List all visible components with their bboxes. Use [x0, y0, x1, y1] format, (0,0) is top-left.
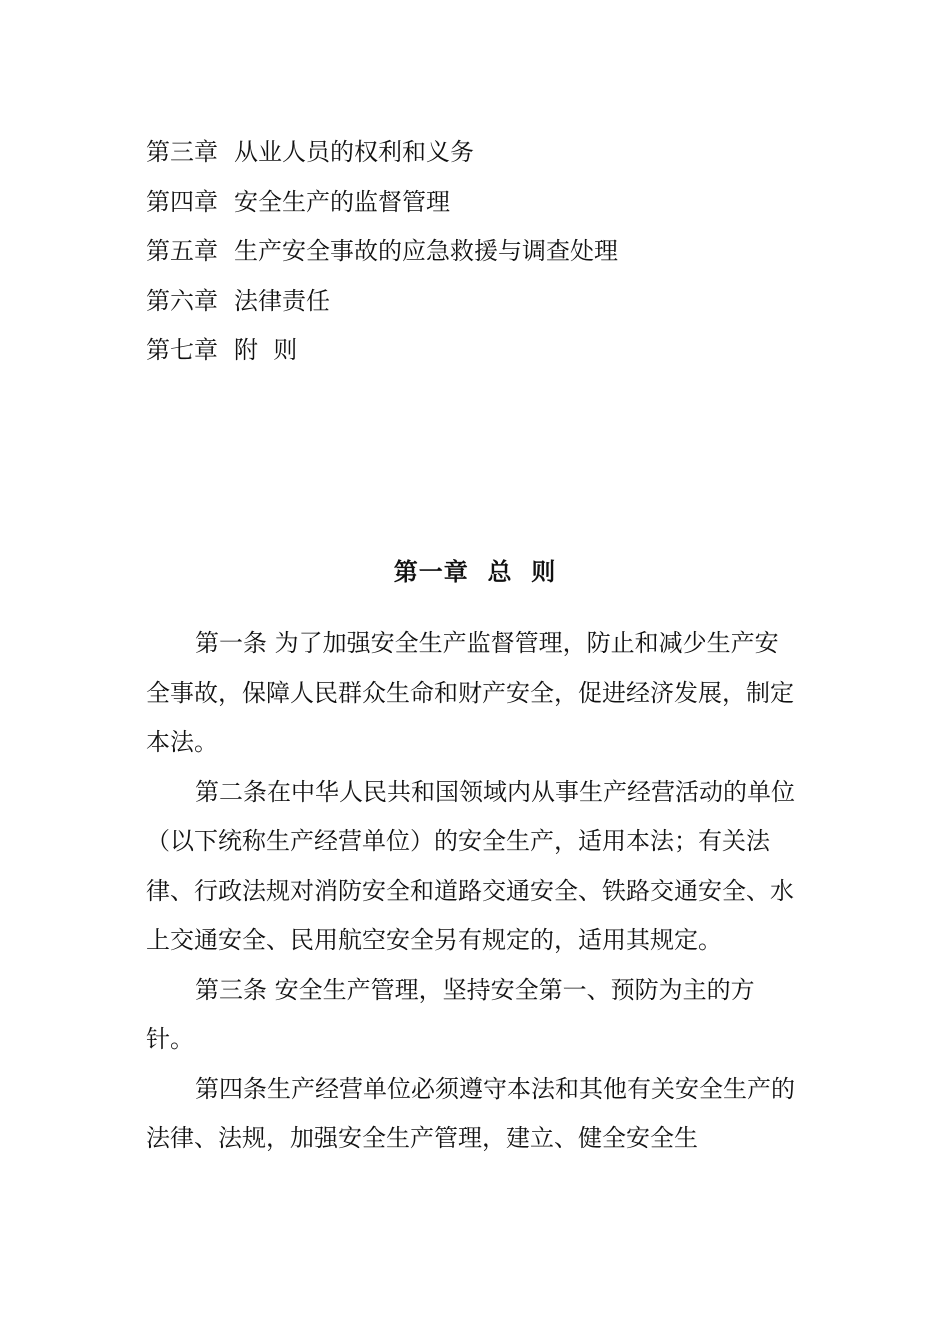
article-2: 第二条在中华人民共和国领域内从事生产经营活动的单位（以下统称生产经营单位）的安全生产，适用本法；有关法律、行政法规对消防安全和道路交通安全、铁路交通安全、水上交通安全、民用航空安全另有规定的，适用其规定。: [146, 777, 795, 954]
article-3: 第三条 安全生产管理，坚持安全第一、预防为主的方针。: [146, 975, 755, 1053]
article-1: 第一条 为了加强安全生产监督管理，防止和减少生产安全事故，保障人民群众生命和财产安全，促进经济发展，制定本法。: [146, 629, 794, 756]
toc-chapter-number: 第五章: [146, 237, 218, 265]
toc-chapter-title: 法律责任: [234, 286, 330, 315]
toc-chapter-title: 生产安全事故的应急救援与调查处理: [234, 237, 618, 265]
toc-item-chapter-3: [146, 128, 846, 178]
chapter-heading: 第一章 总 则: [393, 557, 557, 586]
toc-chapter-title: 附 则: [234, 336, 298, 364]
article-4: 第四条生产经营单位必须遵守本法和其他有关安全生产的法律、法规，加强安全生产管理，建立、健全安全生: [146, 1074, 795, 1152]
toc-item-chapter-7: [146, 326, 846, 376]
table-of-contents: [146, 128, 846, 376]
toc-item-chapter-6: [146, 277, 846, 327]
toc-chapter-number: 第四章: [146, 187, 218, 216]
toc-chapter-title: 从业人员的权利和义务: [234, 138, 474, 166]
toc-chapter-number: 第七章: [146, 336, 218, 364]
toc-item-chapter-5: [146, 227, 846, 277]
toc-item-chapter-4: [146, 178, 846, 228]
chapter-body: [146, 619, 802, 1164]
toc-chapter-number: 第六章: [146, 286, 218, 315]
toc-chapter-title: 安全生产的监督管理: [234, 187, 450, 216]
toc-chapter-number: 第三章: [146, 138, 218, 166]
